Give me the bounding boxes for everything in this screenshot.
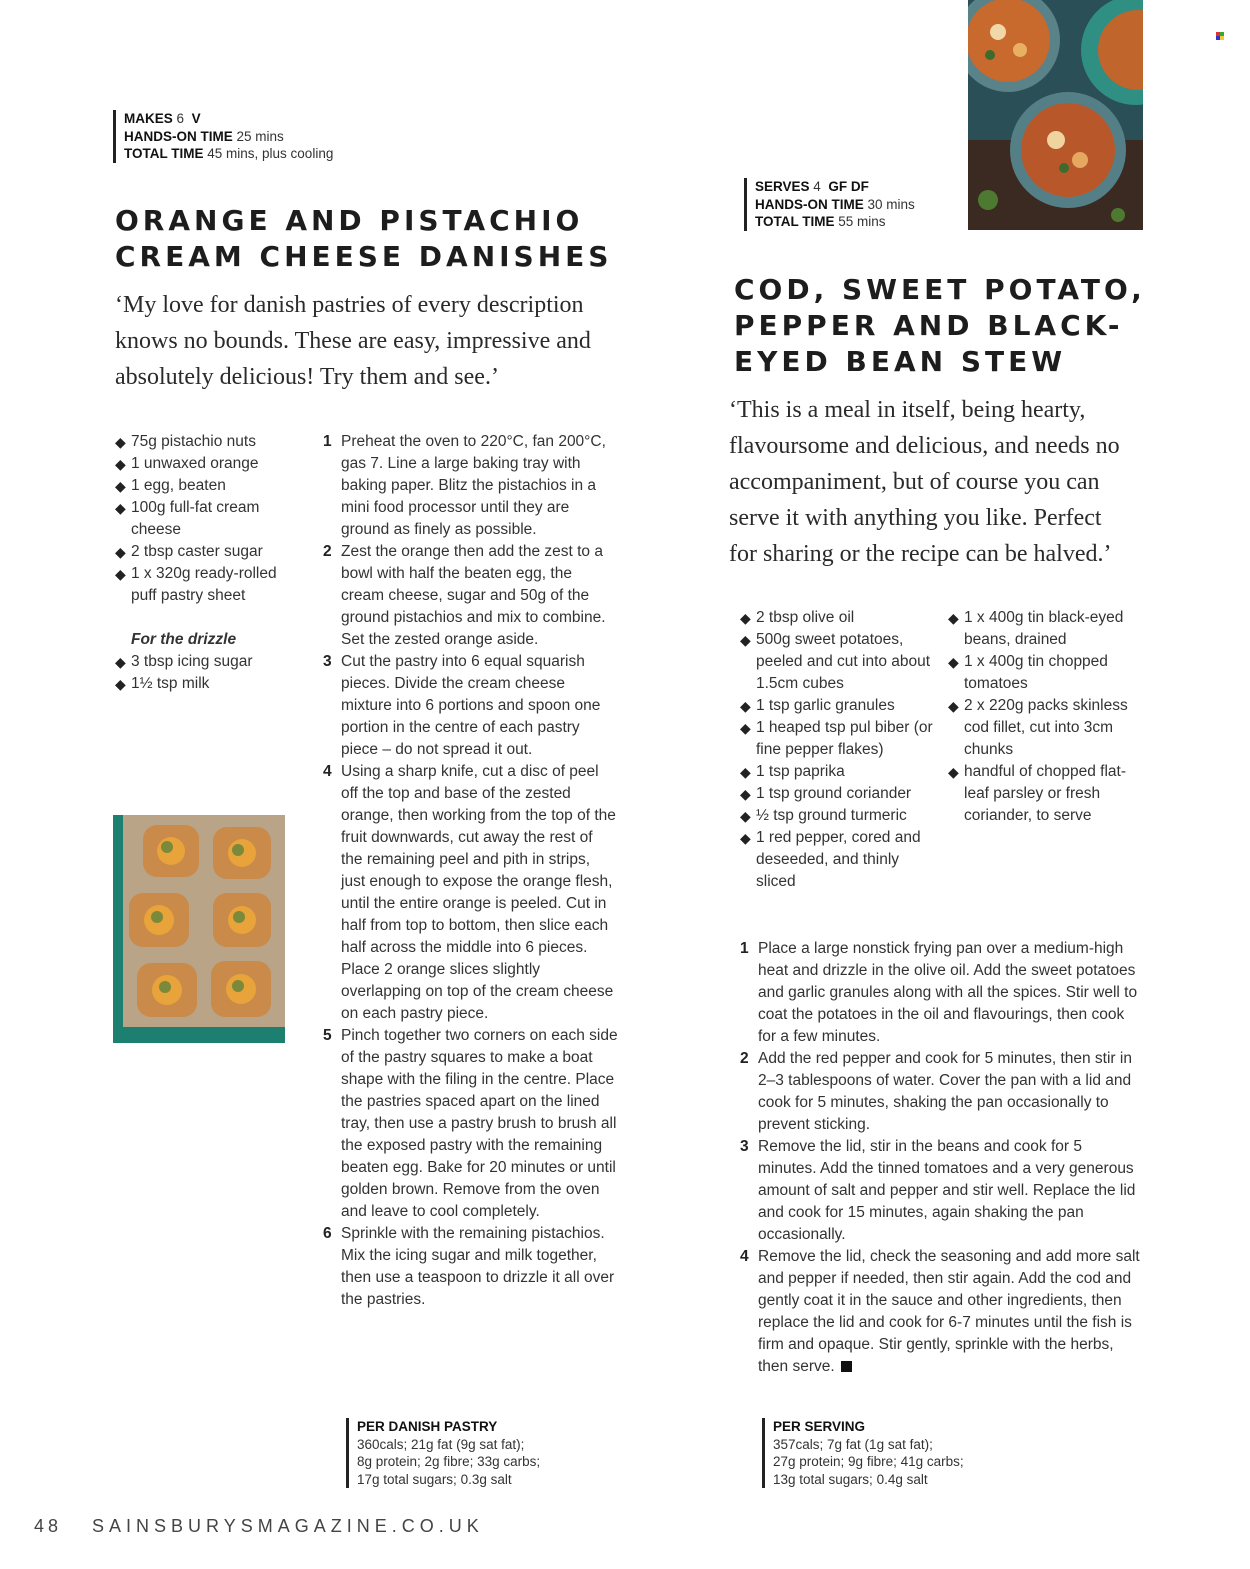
method-step: 4 Remove the lid, check the seasoning and add more salt and pepper if needed, then stir again. Add the cod and gently coat it in the sauce and other ingredients, then replace the lid and cook for 6-7 minutes until the fish is firm and opaque. Stir gently, sprinkle with the herbs, then serve. bbox=[740, 1248, 1140, 1375]
danish-photo bbox=[113, 815, 285, 1043]
ingredient-item: ◆ 1 egg, beaten bbox=[115, 475, 300, 497]
danish-method bbox=[323, 431, 618, 1311]
ingredient-item: ◆ ½ tsp ground turmeric bbox=[740, 805, 935, 827]
danish-quote: ‘My love for danish pastries of every description knows no bounds. These are easy, impressive and absolutely delicious! Try them and see.’ bbox=[115, 292, 591, 390]
stew-method bbox=[740, 938, 1140, 1378]
ingredient-item: ◆ 1½ tsp milk bbox=[115, 673, 300, 695]
method-step: 3 Cut the pastry into 6 equal squarish pieces. Divide the cream cheese mixture into 6 portions and spoon one portion in the centre of each pastry piece – do not spread it out. bbox=[323, 653, 601, 758]
danish-ingredients bbox=[115, 431, 300, 695]
danish-nutrition: PER DANISH PASTRY 360cals; 21g fat (9g sat fat); 8g protein; 2g fibre; 33g carbs; 17g total sugars; 0.3g salt bbox=[346, 1418, 540, 1488]
method-step: 5 Pinch together two corners on each side of the pastry squares to make a boat shape with the filing in the centre. Place the pastries spaced apart on the lined tray, then use a pastry brush to brush all the exposed pastry with the remaining beaten egg. Bake for 20 minutes or until golden brown. Remove from the oven and leave to cool completely. bbox=[323, 1027, 618, 1220]
method-step: 3 Remove the lid, stir in the beans and cook for 5 minutes. Add the tinned tomatoes and a very generous amount of salt and pepper and stir well. Replace the lid and cook for 15 minutes, again shaking the pan occasionally. bbox=[740, 1138, 1136, 1243]
ingredient-item: ◆ 1 x 400g tin chopped tomatoes bbox=[948, 651, 1138, 695]
ingredient-item: ◆ 500g sweet potatoes, peeled and cut into about 1.5cm cubes bbox=[740, 629, 935, 695]
drizzle-heading: For the drizzle bbox=[131, 631, 237, 648]
method-step: 1 Place a large nonstick frying pan over a medium-high heat and drizzle in the olive oil. Add the sweet potatoes and garlic granules along with all the spices. Stir well to coat the potatoes in the oil and flavourings, then cook for a few minutes. bbox=[740, 940, 1138, 1045]
danish-meta: MAKES 6 V HANDS-ON TIME 25 mins TOTAL TIME 45 mins, plus cooling bbox=[113, 110, 333, 163]
ingredient-item: ◆ 1 tsp ground coriander bbox=[740, 783, 935, 805]
ingredient-item: ◆ 2 x 220g packs skinless cod fillet, cut into 3cm chunks bbox=[948, 695, 1138, 761]
page-footer bbox=[34, 1516, 484, 1537]
method-step: 6 Sprinkle with the remaining pistachios. Mix the icing sugar and milk together, then use a teaspoon to drizzle it all over the pastries. bbox=[323, 1225, 615, 1308]
ingredient-item: ◆ 1 tsp garlic granules bbox=[740, 695, 935, 717]
stew-nutrition: PER SERVING 357cals; 7g fat (1g sat fat); 27g protein; 9g fibre; 41g carbs; 13g total sugars; 0.4g salt bbox=[762, 1418, 964, 1488]
ingredient-item: ◆ handful of chopped flat-leaf parsley or fresh coriander, to serve bbox=[948, 761, 1138, 827]
danish-title: ORANGE AND PISTACHIO CREAM CHEESE DANISHES bbox=[115, 204, 613, 273]
stew-photo bbox=[968, 0, 1143, 230]
method-step: 2 Add the red pepper and cook for 5 minutes, then stir in 2–3 tablespoons of water. Cover the pan with a lid and cook for 5 minutes, shaking the pan occasionally to prevent sticking. bbox=[740, 1050, 1132, 1133]
page-number: 48 bbox=[34, 1516, 63, 1536]
stew-title: COD, SWEET POTATO, PEPPER AND BLACK- EYED BEAN STEW bbox=[734, 273, 1146, 378]
ingredient-item: ◆ 2 tbsp caster sugar bbox=[115, 541, 300, 563]
ingredient-item: ◆ 1 unwaxed orange bbox=[115, 453, 300, 475]
method-step: 4 Using a sharp knife, cut a disc of peel off the top and base of the zested orange, then working from the top of the fruit downwards, cut away the rest of the remaining peel and pith in strips, just enough to expose the orange flesh, until the entire orange is peeled. Cut in half from top to bottom, then slice each half across the middle into 6 pieces. Place 2 orange slices slightly overlapping on top of the cream cheese on each pastry piece. bbox=[323, 763, 616, 1022]
ingredient-item: ◆ 1 x 400g tin black-eyed beans, drained bbox=[948, 607, 1138, 651]
ingredient-item: ◆ 1 tsp paprika bbox=[740, 761, 935, 783]
stew-ingredients-col1 bbox=[740, 607, 935, 893]
site-url: SAINSBURYSMAGAZINE.CO.UK bbox=[92, 1516, 484, 1536]
end-mark-icon bbox=[841, 1361, 852, 1372]
ingredient-item: ◆ 1 heaped tsp pul biber (or fine pepper flakes) bbox=[740, 717, 935, 761]
stew-ingredients-col2 bbox=[948, 607, 1138, 827]
ingredient-item: ◆ 100g full-fat cream cheese bbox=[115, 497, 300, 541]
ingredient-item: ◆ 1 x 320g ready-rolled puff pastry sheet bbox=[115, 563, 300, 607]
ingredient-item: ◆ 2 tbsp olive oil bbox=[740, 607, 935, 629]
stew-quote: ‘This is a meal in itself, being hearty, flavoursome and delicious, and needs no accompaniment, but of course you can serve it with anything you like. Perfect for sharing or the recipe can be halved.’ bbox=[729, 397, 1120, 567]
colour-mark-icon bbox=[1216, 32, 1224, 40]
ingredient-item: ◆ 1 red pepper, cored and deseeded, and thinly sliced bbox=[740, 827, 935, 893]
method-step: 2 Zest the orange then add the zest to a bowl with half the beaten egg, the cream cheese, sugar and 50g of the ground pistachios and mix to combine. Set the zested orange aside. bbox=[323, 543, 606, 648]
ingredient-item: ◆ 75g pistachio nuts bbox=[115, 431, 300, 453]
method-step: 1 Preheat the oven to 220°C, fan 200°C, gas 7. Line a large baking tray with baking paper. Blitz the pistachios in a mini food processor until they are ground as finely as possible. bbox=[323, 433, 606, 538]
stew-meta: SERVES 4 GF DF HANDS-ON TIME 30 mins TOTAL TIME 55 mins bbox=[744, 178, 915, 231]
ingredient-item: ◆ 3 tbsp icing sugar bbox=[115, 651, 300, 673]
